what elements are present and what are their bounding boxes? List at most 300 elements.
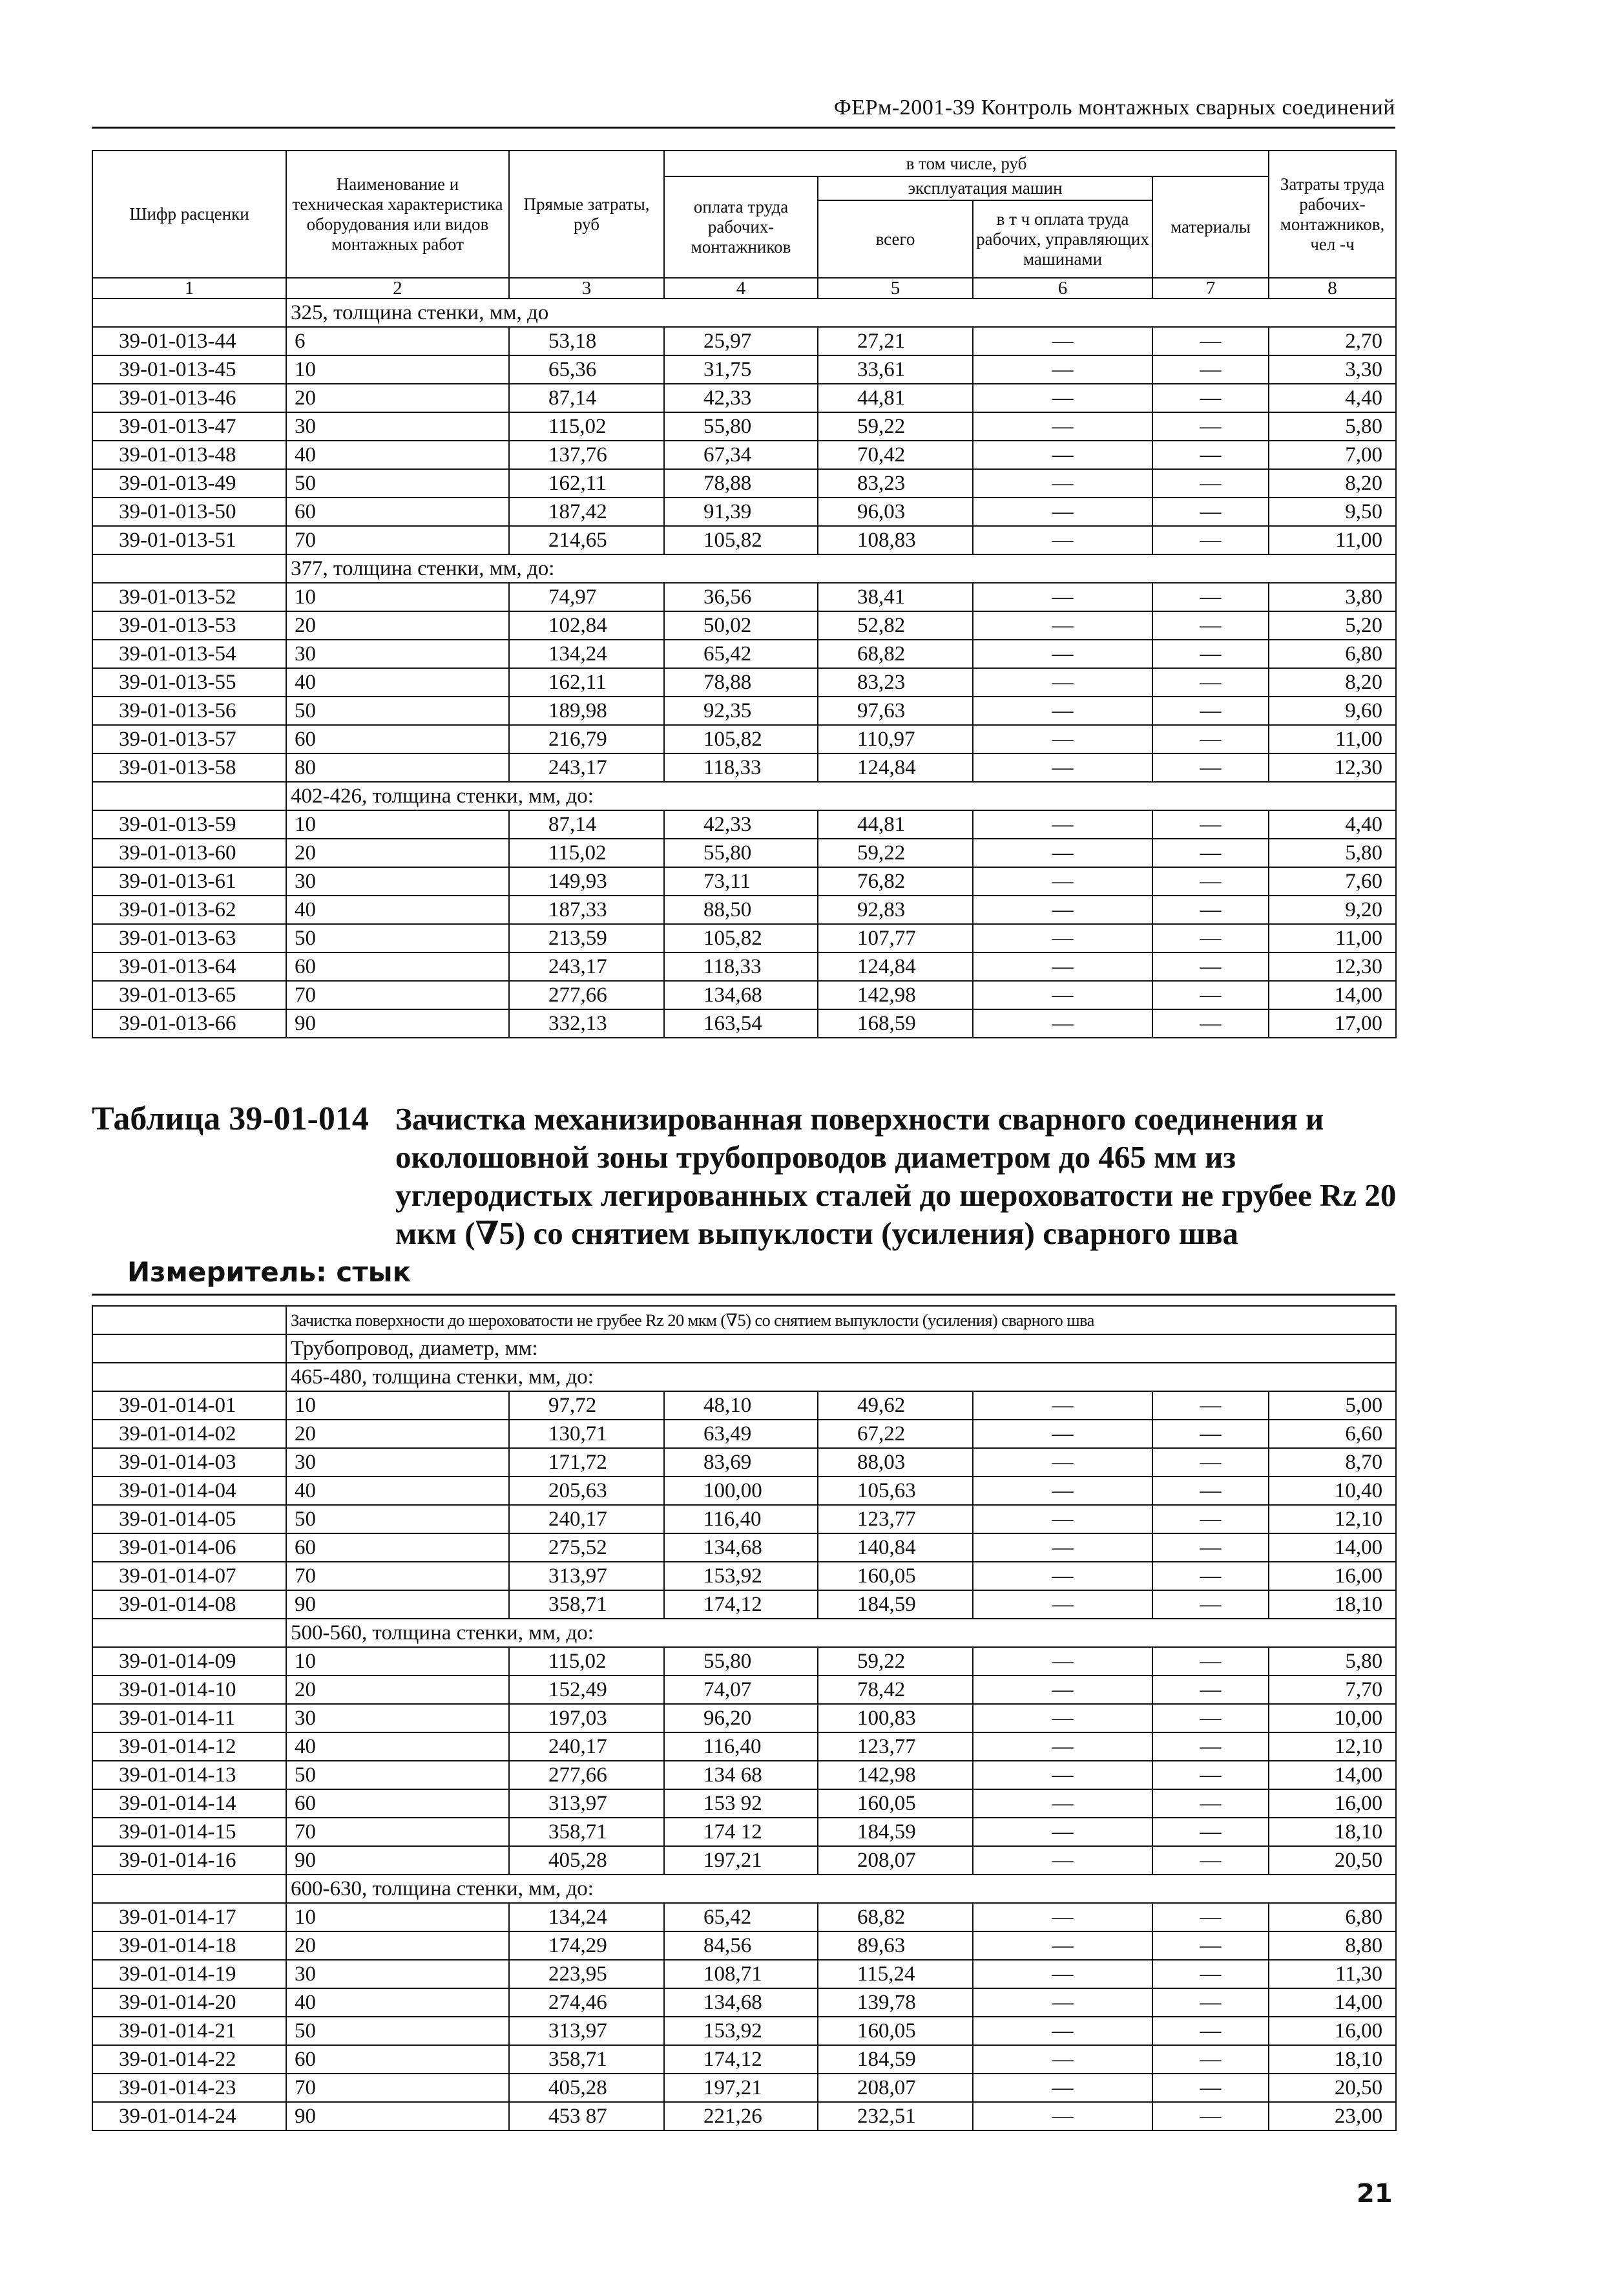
machines-total: 97,63 [818, 697, 973, 725]
machines-operators-pay: — [973, 1846, 1152, 1875]
machines-operators-pay: — [973, 1562, 1152, 1590]
materials: — [1152, 583, 1269, 611]
direct-costs: 205,63 [509, 1477, 664, 1505]
labor-hours: 5,00 [1269, 1391, 1396, 1420]
wall-thickness: 60 [286, 725, 509, 753]
machines-operators-pay: — [973, 1903, 1152, 1931]
rate-code: 39-01-013-45 [92, 355, 286, 384]
materials: — [1152, 611, 1269, 640]
labor-pay: 163,54 [664, 1009, 818, 1038]
table-row [92, 1846, 1396, 1875]
direct-costs: 174,29 [509, 1931, 664, 1960]
table-row [92, 1647, 1396, 1676]
machines-total: 68,82 [818, 1903, 973, 1931]
materials: — [1152, 1846, 1269, 1875]
wall-thickness: 70 [286, 1818, 509, 1846]
direct-costs: 405,28 [509, 2074, 664, 2102]
direct-costs: 162,11 [509, 668, 664, 697]
rate-code: 39-01-014-09 [92, 1647, 286, 1676]
wall-thickness: 10 [286, 355, 509, 384]
machines-operators-pay: — [973, 981, 1152, 1009]
column-number: 6 [973, 278, 1152, 299]
machines-total: 49,62 [818, 1391, 973, 1420]
wall-thickness: 10 [286, 583, 509, 611]
labor-hours: 5,80 [1269, 1647, 1396, 1676]
labor-pay: 153,92 [664, 2017, 818, 2045]
wall-thickness: 10 [286, 1391, 509, 1420]
machines-operators-pay: — [973, 1477, 1152, 1505]
machines-total: 96,03 [818, 498, 973, 526]
direct-costs: 115,02 [509, 839, 664, 867]
wall-thickness: 10 [286, 1903, 509, 1931]
blank-cell [92, 1875, 286, 1903]
direct-costs: 197,03 [509, 1704, 664, 1732]
wall-thickness: 20 [286, 1420, 509, 1448]
machines-total: 105,63 [818, 1477, 973, 1505]
machines-operators-pay: — [973, 526, 1152, 554]
direct-costs: 162,11 [509, 469, 664, 498]
materials: — [1152, 1988, 1269, 2017]
rate-code: 39-01-013-50 [92, 498, 286, 526]
table-row [92, 441, 1396, 469]
machines-operators-pay: — [973, 952, 1152, 981]
machines-total: 160,05 [818, 1562, 973, 1590]
rate-code: 39-01-014-07 [92, 1562, 286, 1590]
rate-code: 39-01-014-19 [92, 1960, 286, 1988]
labor-hours: 9,20 [1269, 896, 1396, 924]
direct-costs: 65,36 [509, 355, 664, 384]
materials: — [1152, 839, 1269, 867]
machines-total: 124,84 [818, 952, 973, 981]
machines-operators-pay: — [973, 924, 1152, 952]
labor-pay: 73,11 [664, 867, 818, 896]
labor-pay: 83,69 [664, 1448, 818, 1477]
direct-costs: 87,14 [509, 384, 664, 412]
direct-costs: 453 87 [509, 2102, 664, 2130]
labor-pay: 65,42 [664, 1903, 818, 1931]
labor-hours: 18,10 [1269, 1590, 1396, 1619]
machines-operators-pay: — [973, 1448, 1152, 1477]
rate-code: 39-01-013-47 [92, 412, 286, 441]
rate-code: 39-01-014-17 [92, 1903, 286, 1931]
section-header-row [92, 1875, 1396, 1903]
column-number: 8 [1269, 278, 1396, 299]
section-title: 377, толщина стенки, мм, до: [286, 554, 1396, 583]
machines-operators-pay: — [973, 1960, 1152, 1988]
labor-pay: 174,12 [664, 1590, 818, 1619]
wall-thickness: 40 [286, 668, 509, 697]
table-row [92, 1818, 1396, 1846]
rate-code: 39-01-013-64 [92, 952, 286, 981]
labor-pay: 153,92 [664, 1562, 818, 1590]
direct-costs: 134,24 [509, 640, 664, 668]
labor-pay: 96,20 [664, 1704, 818, 1732]
direct-costs: 171,72 [509, 1448, 664, 1477]
direct-costs: 214,65 [509, 526, 664, 554]
table-row [92, 1505, 1396, 1533]
wall-thickness: 50 [286, 1761, 509, 1789]
machines-total: 27,21 [818, 327, 973, 355]
rate-code: 39-01-013-60 [92, 839, 286, 867]
machines-total: 68,82 [818, 640, 973, 668]
rate-code: 39-01-014-06 [92, 1533, 286, 1562]
labor-hours: 3,80 [1269, 583, 1396, 611]
direct-costs: 115,02 [509, 1647, 664, 1676]
table-013-body [92, 278, 1396, 1038]
labor-hours: 16,00 [1269, 2017, 1396, 2045]
machines-operators-pay: — [973, 355, 1152, 384]
table-row [92, 1420, 1396, 1448]
section-header-row [92, 299, 1396, 327]
labor-hours: 7,70 [1269, 1676, 1396, 1704]
pipeline-subtitle: Трубопровод, диаметр, мм: [286, 1334, 1396, 1363]
section-title: 325, толщина стенки, мм, до [286, 299, 1396, 327]
machines-operators-pay: — [973, 498, 1152, 526]
wall-thickness: 90 [286, 1009, 509, 1038]
materials: — [1152, 469, 1269, 498]
labor-hours: 11,00 [1269, 526, 1396, 554]
labor-hours: 5,20 [1269, 611, 1396, 640]
table-row [92, 327, 1396, 355]
machines-operators-pay: — [973, 1505, 1152, 1533]
labor-hours: 11,00 [1269, 924, 1396, 952]
rate-code: 39-01-013-57 [92, 725, 286, 753]
rate-code: 39-01-014-23 [92, 2074, 286, 2102]
table-row [92, 1761, 1396, 1789]
labor-hours: 8,20 [1269, 469, 1396, 498]
materials: — [1152, 1420, 1269, 1448]
direct-costs: 189,98 [509, 697, 664, 725]
machines-operators-pay: — [973, 1732, 1152, 1761]
machines-operators-pay: — [973, 1931, 1152, 1960]
direct-costs: 277,66 [509, 1761, 664, 1789]
machines-total: 139,78 [818, 1988, 973, 2017]
direct-costs: 274,46 [509, 1988, 664, 2017]
labor-hours: 11,00 [1269, 725, 1396, 753]
wall-thickness: 70 [286, 1562, 509, 1590]
direct-costs: 358,71 [509, 1590, 664, 1619]
materials: — [1152, 384, 1269, 412]
materials: — [1152, 1562, 1269, 1590]
rates-table-013 [92, 150, 1397, 1038]
rate-code: 39-01-014-12 [92, 1732, 286, 1761]
labor-pay: 116,40 [664, 1505, 818, 1533]
materials: — [1152, 441, 1269, 469]
machines-operators-pay: — [973, 896, 1152, 924]
materials: — [1152, 1676, 1269, 1704]
wall-thickness: 30 [286, 867, 509, 896]
materials: — [1152, 1732, 1269, 1761]
direct-costs: 313,97 [509, 1789, 664, 1818]
col-header-labor-pay: оплата труда рабочих-монтажников [664, 176, 818, 278]
labor-pay: 92,35 [664, 697, 818, 725]
machines-operators-pay: — [973, 1988, 1152, 2017]
labor-pay: 134,68 [664, 1533, 818, 1562]
blank-cell [92, 782, 286, 810]
direct-costs: 97,72 [509, 1391, 664, 1420]
table-row [92, 1477, 1396, 1505]
labor-pay: 118,33 [664, 753, 818, 782]
machines-total: 142,98 [818, 1761, 973, 1789]
table-row [92, 1960, 1396, 1988]
materials: — [1152, 1931, 1269, 1960]
wall-thickness: 30 [286, 412, 509, 441]
col-header-code: Шифр расценки [92, 151, 286, 278]
labor-hours: 6,60 [1269, 1420, 1396, 1448]
table-row [92, 611, 1396, 640]
machines-total: 115,24 [818, 1960, 973, 1988]
labor-hours: 9,60 [1269, 697, 1396, 725]
machines-operators-pay: — [973, 753, 1152, 782]
wall-thickness: 30 [286, 640, 509, 668]
direct-costs: 275,52 [509, 1533, 664, 1562]
machines-operators-pay: — [973, 1420, 1152, 1448]
direct-costs: 213,59 [509, 924, 664, 952]
direct-costs: 152,49 [509, 1676, 664, 1704]
machines-operators-pay: — [973, 1009, 1152, 1038]
machines-total: 108,83 [818, 526, 973, 554]
wall-thickness: 50 [286, 2017, 509, 2045]
wall-thickness: 20 [286, 611, 509, 640]
wall-thickness: 90 [286, 2102, 509, 2130]
table-014-body [92, 1306, 1396, 2130]
section-header-row [92, 1619, 1396, 1647]
labor-pay: 55,80 [664, 412, 818, 441]
table-row [92, 1676, 1396, 1704]
table-row [92, 725, 1396, 753]
materials: — [1152, 327, 1269, 355]
direct-costs: 313,97 [509, 2017, 664, 2045]
wall-thickness: 50 [286, 924, 509, 952]
machines-operators-pay: — [973, 725, 1152, 753]
column-number: 4 [664, 278, 818, 299]
direct-costs: 223,95 [509, 1960, 664, 1988]
column-number-row [92, 278, 1396, 299]
labor-pay: 153 92 [664, 1789, 818, 1818]
rate-code: 39-01-013-49 [92, 469, 286, 498]
labor-pay: 74,07 [664, 1676, 818, 1704]
machines-total: 232,51 [818, 2102, 973, 2130]
direct-costs: 53,18 [509, 327, 664, 355]
table-row [92, 952, 1396, 981]
labor-hours: 20,50 [1269, 1846, 1396, 1875]
wall-thickness: 6 [286, 327, 509, 355]
direct-costs: 187,33 [509, 896, 664, 924]
table-row [92, 1590, 1396, 1619]
direct-costs: 277,66 [509, 981, 664, 1009]
section-title: 500-560, толщина стенки, мм, до: [286, 1619, 1396, 1647]
labor-pay: 88,50 [664, 896, 818, 924]
labor-pay: 36,56 [664, 583, 818, 611]
labor-hours: 11,30 [1269, 1960, 1396, 1988]
rate-code: 39-01-014-03 [92, 1448, 286, 1477]
materials: — [1152, 412, 1269, 441]
labor-pay: 48,10 [664, 1391, 818, 1420]
description-row [92, 1306, 1396, 1334]
materials: — [1152, 1903, 1269, 1931]
wall-thickness: 40 [286, 1988, 509, 2017]
machines-operators-pay: — [973, 1590, 1152, 1619]
labor-hours: 14,00 [1269, 1533, 1396, 1562]
labor-hours: 10,00 [1269, 1704, 1396, 1732]
direct-costs: 87,14 [509, 810, 664, 839]
table-row [92, 668, 1396, 697]
blank-cell [92, 1619, 286, 1647]
labor-hours: 6,80 [1269, 1903, 1396, 1931]
machines-operators-pay: — [973, 2017, 1152, 2045]
labor-hours: 12,10 [1269, 1732, 1396, 1761]
wall-thickness: 90 [286, 1590, 509, 1619]
materials: — [1152, 1505, 1269, 1533]
col-header-machines-operators: в т ч оплата труда рабочих, управляющих машинами [973, 200, 1152, 278]
section-header-row [92, 782, 1396, 810]
wall-thickness: 70 [286, 526, 509, 554]
wall-thickness: 40 [286, 1477, 509, 1505]
labor-pay: 134 68 [664, 1761, 818, 1789]
labor-pay: 55,80 [664, 839, 818, 867]
labor-pay: 50,02 [664, 611, 818, 640]
rate-code: 39-01-013-61 [92, 867, 286, 896]
wall-thickness: 70 [286, 2074, 509, 2102]
table-row [92, 867, 1396, 896]
direct-costs: 240,17 [509, 1732, 664, 1761]
labor-hours: 12,30 [1269, 952, 1396, 981]
materials: — [1152, 1391, 1269, 1420]
table-row [92, 1533, 1396, 1562]
labor-pay: 105,82 [664, 725, 818, 753]
machines-operators-pay: — [973, 611, 1152, 640]
column-number: 3 [509, 278, 664, 299]
table-row [92, 1448, 1396, 1477]
rate-code: 39-01-014-16 [92, 1846, 286, 1875]
table-row [92, 355, 1396, 384]
page-number: 21 [1357, 2179, 1393, 2209]
table-row [92, 2074, 1396, 2102]
machines-total: 33,61 [818, 355, 973, 384]
direct-costs: 358,71 [509, 2045, 664, 2074]
wall-thickness: 20 [286, 839, 509, 867]
machines-total: 160,05 [818, 2017, 973, 2045]
rate-code: 39-01-014-04 [92, 1477, 286, 1505]
labor-hours: 10,40 [1269, 1477, 1396, 1505]
table-row [92, 469, 1396, 498]
labor-hours: 23,00 [1269, 2102, 1396, 2130]
labor-pay: 67,34 [664, 441, 818, 469]
labor-hours: 16,00 [1269, 1562, 1396, 1590]
machines-operators-pay: — [973, 1647, 1152, 1676]
table-row [92, 1732, 1396, 1761]
wall-thickness: 40 [286, 441, 509, 469]
rate-code: 39-01-013-62 [92, 896, 286, 924]
machines-operators-pay: — [973, 810, 1152, 839]
labor-hours: 7,60 [1269, 867, 1396, 896]
materials: — [1152, 810, 1269, 839]
machines-operators-pay: — [973, 583, 1152, 611]
table-row [92, 981, 1396, 1009]
materials: — [1152, 1533, 1269, 1562]
labor-hours: 7,00 [1269, 441, 1396, 469]
machines-total: 140,84 [818, 1533, 973, 1562]
labor-hours: 18,10 [1269, 2045, 1396, 2074]
labor-hours: 9,50 [1269, 498, 1396, 526]
rate-code: 39-01-013-55 [92, 668, 286, 697]
labor-pay: 134,68 [664, 981, 818, 1009]
table-row [92, 384, 1396, 412]
rate-code: 39-01-013-58 [92, 753, 286, 782]
machines-total: 83,23 [818, 469, 973, 498]
materials: — [1152, 1448, 1269, 1477]
machines-operators-pay: — [973, 2045, 1152, 2074]
machines-total: 184,59 [818, 2045, 973, 2074]
table-row [92, 896, 1396, 924]
machines-total: 83,23 [818, 668, 973, 697]
labor-pay: 25,97 [664, 327, 818, 355]
rate-code: 39-01-014-15 [92, 1818, 286, 1846]
materials: — [1152, 1789, 1269, 1818]
wall-thickness: 30 [286, 1704, 509, 1732]
rate-code: 39-01-013-63 [92, 924, 286, 952]
machines-total: 184,59 [818, 1818, 973, 1846]
rate-code: 39-01-013-46 [92, 384, 286, 412]
machines-operators-pay: — [973, 1818, 1152, 1846]
wall-thickness: 10 [286, 810, 509, 839]
materials: — [1152, 668, 1269, 697]
labor-hours: 8,70 [1269, 1448, 1396, 1477]
running-header: ФЕРм-2001-39 Контроль монтажных сварных соединений [92, 96, 1395, 129]
materials: — [1152, 1477, 1269, 1505]
wall-thickness: 20 [286, 384, 509, 412]
machines-operators-pay: — [973, 839, 1152, 867]
materials: — [1152, 1704, 1269, 1732]
labor-hours: 3,30 [1269, 355, 1396, 384]
machines-total: 44,81 [818, 384, 973, 412]
blank-cell [92, 1363, 286, 1391]
machines-operators-pay: — [973, 668, 1152, 697]
machines-total: 67,22 [818, 1420, 973, 1448]
materials: — [1152, 1590, 1269, 1619]
wall-thickness: 70 [286, 981, 509, 1009]
machines-total: 208,07 [818, 1846, 973, 1875]
machines-total: 44,81 [818, 810, 973, 839]
wall-thickness: 60 [286, 2045, 509, 2074]
machines-total: 208,07 [818, 2074, 973, 2102]
rate-code: 39-01-014-10 [92, 1676, 286, 1704]
wall-thickness: 50 [286, 469, 509, 498]
machines-total: 89,63 [818, 1931, 973, 1960]
labor-pay: 55,80 [664, 1647, 818, 1676]
wall-thickness: 20 [286, 1676, 509, 1704]
direct-costs: 137,76 [509, 441, 664, 469]
table-row [92, 583, 1396, 611]
labor-pay: 100,00 [664, 1477, 818, 1505]
labor-pay: 42,33 [664, 810, 818, 839]
rate-code: 39-01-013-52 [92, 583, 286, 611]
materials: — [1152, 1761, 1269, 1789]
machines-operators-pay: — [973, 469, 1152, 498]
machines-total: 59,22 [818, 839, 973, 867]
wall-thickness: 50 [286, 1505, 509, 1533]
machines-operators-pay: — [973, 384, 1152, 412]
direct-costs: 243,17 [509, 952, 664, 981]
direct-costs: 243,17 [509, 753, 664, 782]
table-row [92, 526, 1396, 554]
subtitle-row [92, 1334, 1396, 1363]
col-header-materials: материалы [1152, 176, 1269, 278]
materials: — [1152, 1009, 1269, 1038]
table-row [92, 1789, 1396, 1818]
col-header-incl: в том числе, руб [664, 151, 1269, 176]
column-number: 5 [818, 278, 973, 299]
